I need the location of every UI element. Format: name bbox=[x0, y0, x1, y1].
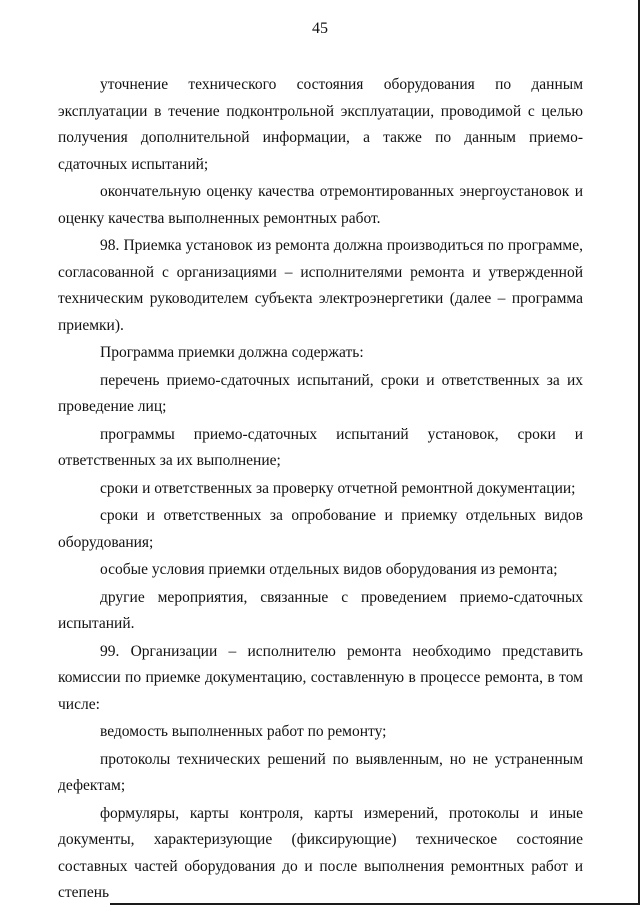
paragraph-9: особые условия приемки отдельных видов оборудования из ремонта; bbox=[100, 561, 558, 578]
paragraph-10: другие мероприятия, связанные с проведением приемо-сдаточных испытаний. bbox=[58, 588, 583, 632]
paragraph-3: 98. Приемка установок из ремонта должна производиться по программе, согласованной с организациями – исполнителями ремонта и утвержденной техническим руководителем субъекта электроэнергетики (далее – программа приемки). bbox=[58, 237, 583, 334]
paragraph-1: уточнение технического состояния оборудования по данным эксплуатации в течение подконтрольной эксплуатации, проводимой с целью получения дополнительной информации, а также по данным приемо-сдаточных испытаний; bbox=[58, 76, 583, 173]
paragraph-5: перечень приемо-сдаточных испытаний, сроки и ответственных за их проведение лиц; bbox=[58, 371, 583, 415]
page-number: 45 bbox=[312, 20, 328, 37]
paragraph-4: Программа приемки должна содержать: bbox=[100, 344, 364, 361]
paragraph-6: программы приемо-сдаточных испытаний установок, сроки и ответственных за их выполнение; bbox=[58, 425, 583, 469]
paragraph-12: ведомость выполненных работ по ремонту; bbox=[100, 723, 387, 740]
paragraph-11: 99. Организации – исполнителю ремонта необходимо представить комиссии по приемке документацию, составленную в процессе ремонта, в том числе: bbox=[58, 642, 583, 713]
paragraph-7: сроки и ответственных за проверку отчетной ремонтной документации; bbox=[100, 479, 576, 497]
paragraph-2: окончательную оценку качества отремонтированных энергоустановок и оценку качества выполненных ремонтных работ. bbox=[58, 183, 583, 227]
paragraph-8: сроки и ответственных за опробование и приемку отдельных видов оборудования; bbox=[58, 507, 583, 551]
paragraph-14: формуляры, карты контроля, карты измерений, протоколы и иные документы, характеризующие (фиксирующие) техническое состояние составных частей оборудования до и после выполнения ремонтных работ и степень bbox=[58, 804, 583, 901]
paragraph-13: протоколы технических решений по выявленным, но не устраненным дефектам; bbox=[58, 750, 583, 794]
document-body bbox=[58, 72, 583, 907]
